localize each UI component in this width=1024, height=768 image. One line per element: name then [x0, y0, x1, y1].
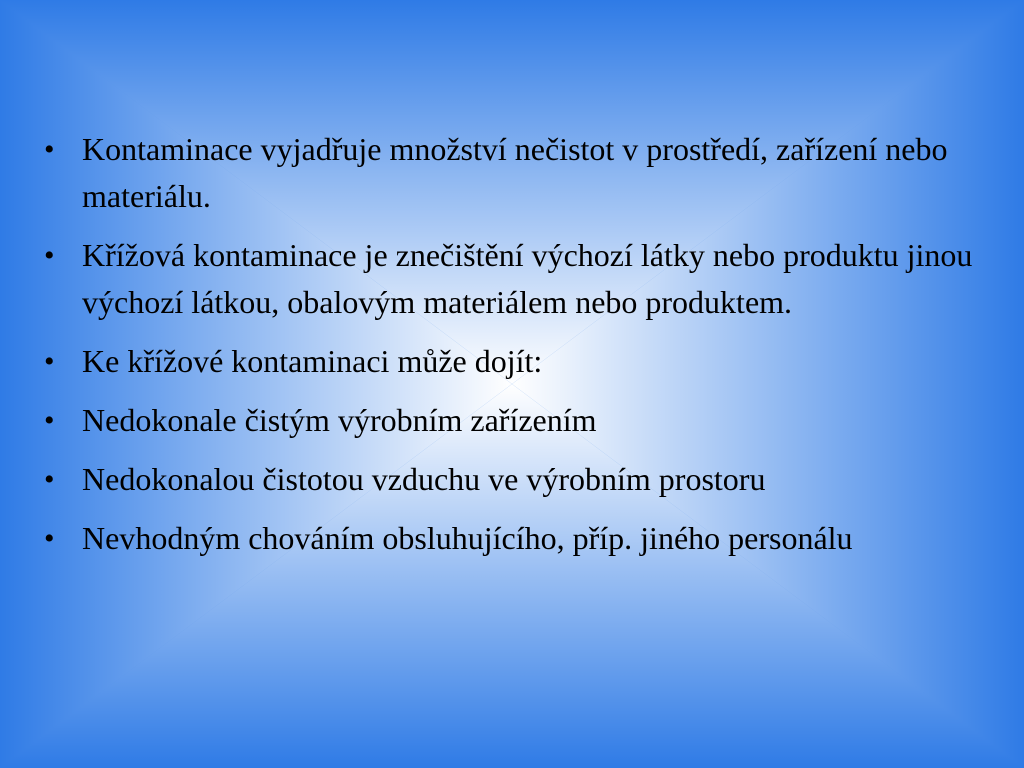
bullet-text: Nevhodným chováním obsluhujícího, příp. jiného personálu	[82, 520, 853, 556]
bullet-text: Kontaminace vyjadřuje množství nečistot v prostředí, zařízení nebo materiálu.	[82, 131, 948, 214]
bullet-icon: •	[44, 345, 55, 378]
bullet-icon: •	[44, 522, 55, 555]
bullet-text: Ke křížové kontaminaci může dojít:	[82, 343, 543, 379]
list-item	[44, 126, 974, 220]
bullet-text: Nedokonale čistým výrobním zařízením	[82, 402, 597, 438]
list-item	[44, 338, 974, 385]
list-item	[44, 232, 974, 326]
bullet-icon: •	[44, 133, 55, 166]
bullet-text: Křížová kontaminace je znečištění výchozí látky nebo produktu jinou výchozí látkou, obalovým materiálem nebo produktem.	[82, 237, 973, 320]
list-item	[44, 515, 974, 562]
bullet-icon: •	[44, 463, 55, 496]
bullet-icon: •	[44, 239, 55, 272]
list-item	[44, 397, 974, 444]
bullet-list	[44, 126, 974, 574]
list-item	[44, 456, 974, 503]
bullet-text: Nedokonalou čistotou vzduchu ve výrobním prostoru	[82, 461, 766, 497]
bullet-icon: •	[44, 404, 55, 437]
